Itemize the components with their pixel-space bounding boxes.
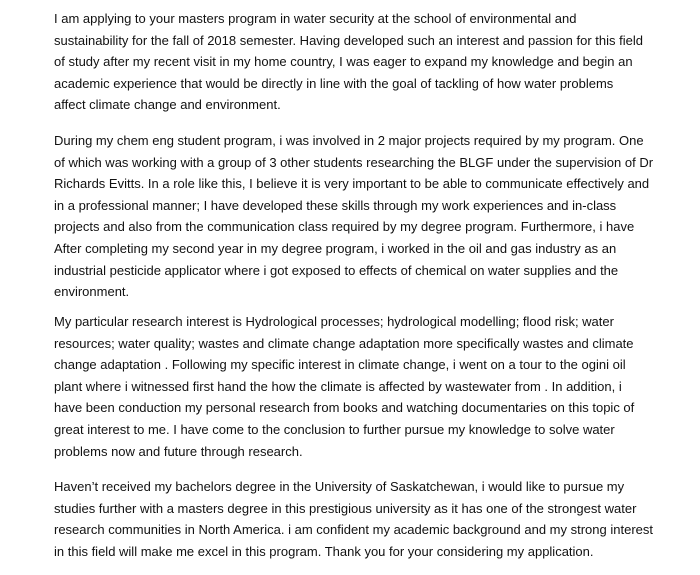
text-line: of which was working with a group of 3 other students researching the BLGF under the supervision of Dr (54, 154, 654, 170)
text-line: studies further with a masters degree in this prestigious university as it has one of the strongest water (54, 500, 637, 516)
text-line: research communities in North America. i am confident my academic background and my strong interest (54, 522, 653, 538)
text-line: great interest to me. I have come to the conclusion to further pursue my knowledge to solve water (54, 421, 615, 437)
text-line: My particular research interest is Hydrological processes; hydrological modelling; flood risk; water (54, 314, 614, 329)
text-line: in a professional manner; I have developed these skills through my work experiences and in-class (54, 197, 617, 213)
text-line: plant where i witnessed first hand the how the climate is affected by wastewater from . In addition, i (54, 378, 622, 394)
text-line: in this field will make me excel in this program. Thank you for your considering my application. (54, 543, 594, 559)
text-line: industrial pesticide applicator where i got exposed to effects of chemical on water supplies and the (54, 262, 619, 278)
text-line: I am applying to your masters program in water security at the school of environmental and (54, 11, 577, 26)
text-line: During my chem eng student program, i was involved in 2 major projects required by my program. One (54, 133, 644, 148)
text-line: Haven’t received my bachelors degree in the University of Saskatchewan, i would like to pursue my (54, 479, 625, 494)
paragraph-closing (54, 476, 686, 562)
paragraph-experience (54, 130, 686, 303)
text-line: affect climate change and environment. (54, 97, 281, 113)
text-line: change adaptation . Following my specific interest in climate change, i went on a tour to the ogini oil (54, 357, 626, 373)
text-line: projects and also from the communication class required by my degree program. Furthermore, i have (54, 219, 635, 235)
paragraph-intro (54, 8, 686, 116)
text-line: have been conduction my personal research from books and watching documentaries on this topic of (54, 400, 635, 416)
paragraph-research-interest (54, 311, 686, 462)
text-line: environment. (54, 284, 130, 300)
text-line: academic experience that would be directly in line with the goal of tackling of how water problems (54, 75, 614, 91)
text-line: Richards Evitts. In a role like this, I believe it is very important to be able to communicate effectively and (54, 176, 650, 192)
text-line: sustainability for the fall of 2018 semester. Having developed such an interest and passion for this field (54, 32, 643, 48)
text-line: resources; water quality; wastes and climate change adaptation more specifically wastes and climate (54, 335, 634, 351)
text-line: After completing my second year in my degree program, i worked in the oil and gas industry as an (54, 240, 617, 256)
text-line: problems now and future through research. (54, 443, 303, 459)
text-line: of study after my recent visit in my home country, I was eager to expand my knowledge and begin an (54, 54, 633, 70)
